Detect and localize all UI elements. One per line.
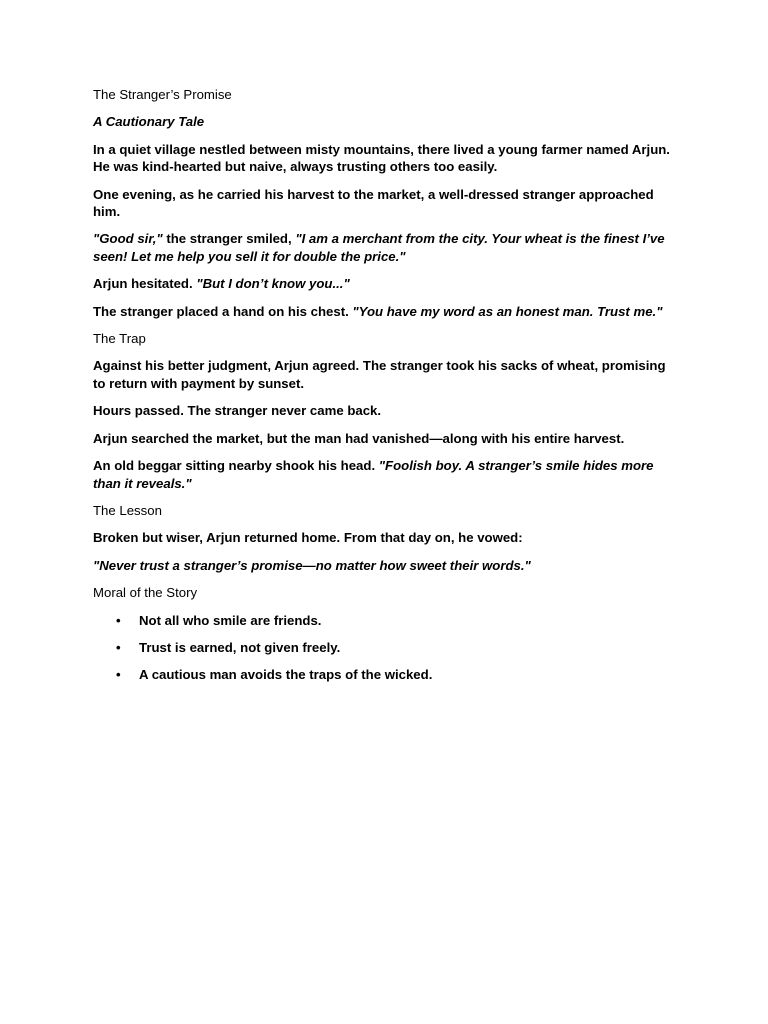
paragraph-intro: In a quiet village nestled between misty mountains, there lived a young farmer named Arjun. He was kind-hearted but naive, always trusting others too easily. <box>93 141 670 175</box>
quote-merchant-offer: "I am a merchant from the city. Your wheat is the finest I’ve seen! Let me help you sell it for double the price." <box>93 231 665 264</box>
story-subtitle: A Cautionary Tale <box>93 114 205 130</box>
bullet-icon: • <box>116 612 121 628</box>
paragraph-search: Arjun searched the market, but the man had vanished—along with his entire harvest. <box>93 430 625 446</box>
paragraph-market: One evening, as he carried his harvest to the market, a well-dressed stranger approached him. <box>93 186 654 220</box>
list-item <box>93 612 678 629</box>
moral-text: A cautious man avoids the traps of the wicked. <box>139 667 433 683</box>
quote-vow: "Never trust a stranger’s promise—no matter how sweet their words." <box>93 557 531 573</box>
list-item <box>93 639 678 656</box>
paragraph-agreement: Against his better judgment, Arjun agreed. The stranger took his sacks of wheat, promising to return with payment by sunset. <box>93 358 666 391</box>
narration-beggar: An old beggar sitting nearby shook his head. <box>93 458 379 474</box>
narration-smiled: the stranger smiled, <box>162 231 296 247</box>
story-title: The Stranger’s Promise <box>93 87 232 102</box>
paragraph-hesitation <box>93 275 678 292</box>
paragraph-stranger-offer <box>93 230 678 265</box>
section-heading-lesson: The Lesson <box>93 502 162 518</box>
list-item <box>93 666 678 683</box>
section-heading-moral: Moral of the Story <box>93 585 198 601</box>
paragraph-hours-passed: Hours passed. The stranger never came back. <box>93 403 382 419</box>
bullet-icon: • <box>116 667 121 683</box>
paragraph-promise <box>93 303 678 320</box>
quote-trust-me: "You have my word as an honest man. Trust me." <box>352 303 663 319</box>
quote-good-sir: "Good sir," <box>93 231 163 247</box>
quote-foolish-boy: "Foolish boy. A stranger’s smile hides more than it reveals." <box>93 458 654 491</box>
moral-text: Trust is earned, not given freely. <box>139 639 341 655</box>
section-heading-trap: The Trap <box>93 331 146 347</box>
document-page <box>93 86 678 694</box>
paragraph-beggar <box>93 457 678 492</box>
moral-text: Not all who smile are friends. <box>139 612 322 628</box>
moral-list <box>93 612 678 684</box>
bullet-icon: • <box>116 639 121 655</box>
narration-hand-chest: The stranger placed a hand on his chest. <box>93 303 353 319</box>
quote-dont-know: "But I don’t know you..." <box>196 276 350 292</box>
paragraph-vow: Broken but wiser, Arjun returned home. From that day on, he vowed: <box>93 530 523 546</box>
narration-hesitated: Arjun hesitated. <box>93 276 197 292</box>
